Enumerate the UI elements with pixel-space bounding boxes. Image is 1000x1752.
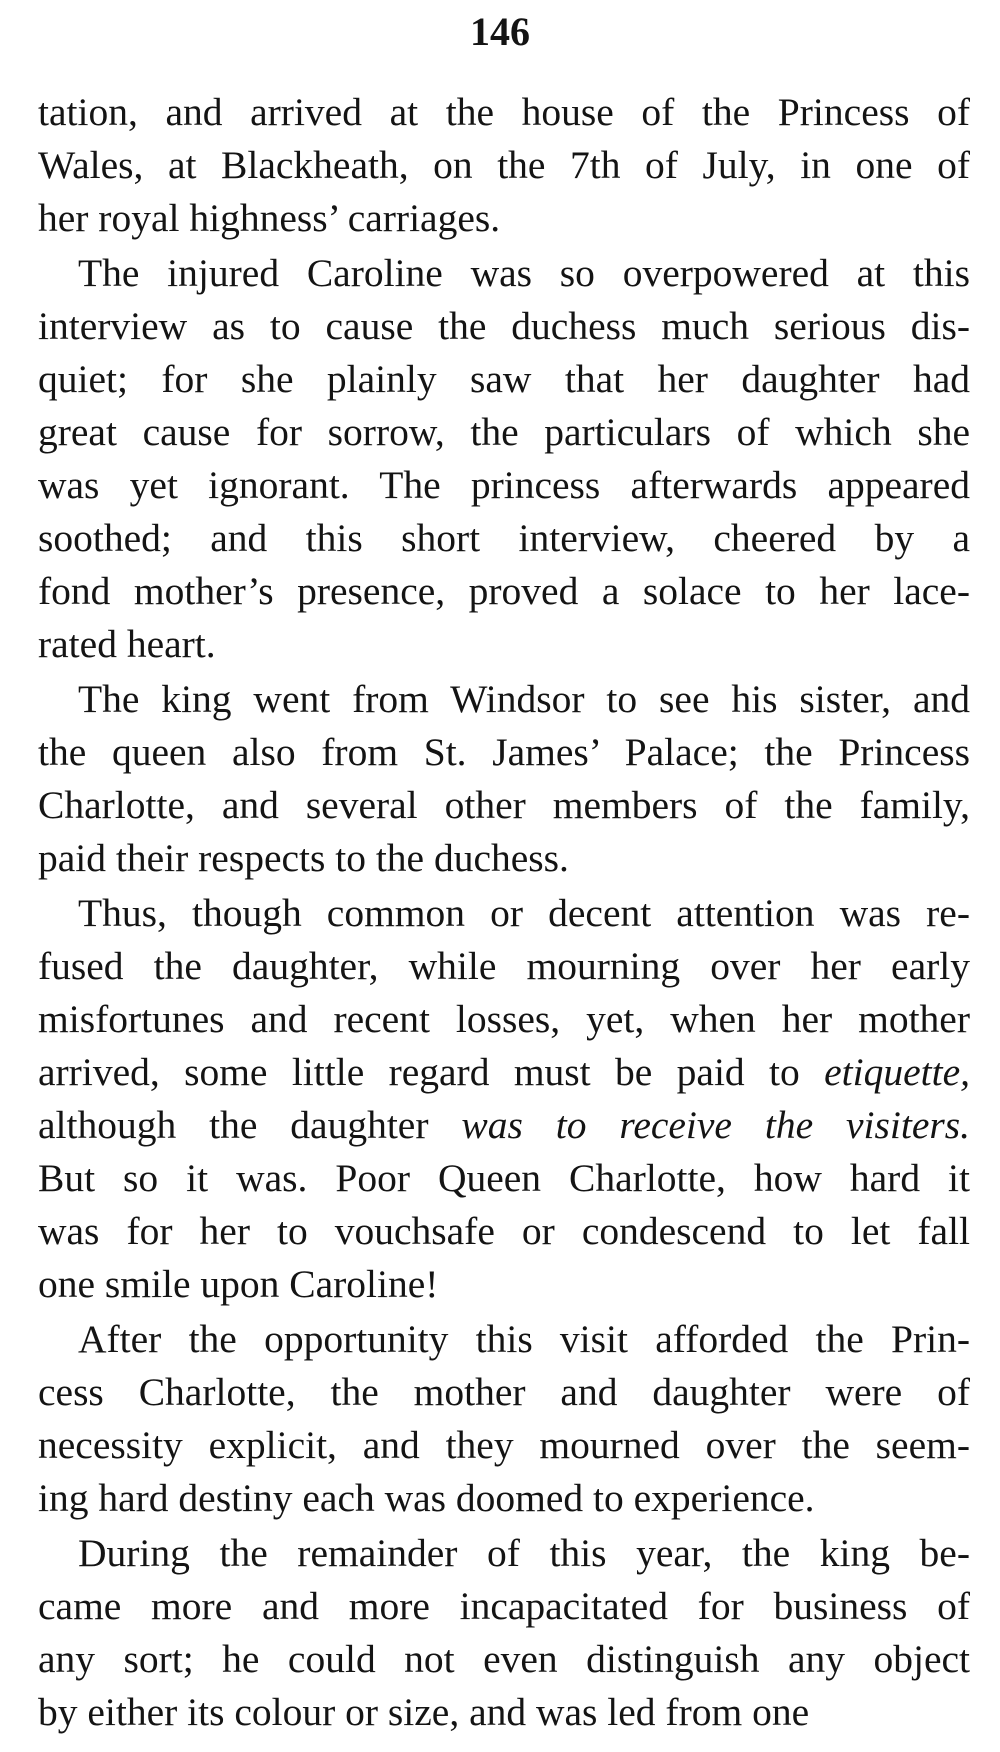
text-run: ing hard destiny each was doomed to experience.: [38, 1476, 815, 1520]
text-line: [38, 1633, 970, 1686]
text-line: [38, 887, 970, 940]
paragraph: [38, 247, 970, 671]
text-line: [38, 1419, 970, 1472]
text-run: tation, and arrived at the house of the Princess of: [38, 90, 970, 134]
text-line: [38, 86, 970, 139]
text-line: [38, 192, 970, 245]
text-run: The injured Caroline was so overpowered at this: [78, 251, 970, 295]
text-line: [38, 300, 970, 353]
text-line: [38, 1099, 970, 1152]
text-line: [38, 1152, 970, 1205]
text-line: [38, 1686, 970, 1739]
text-run: was yet ignorant. The princess afterwards appeared: [38, 463, 970, 507]
text-line: [38, 1580, 970, 1633]
text-line: [38, 459, 970, 512]
text-line: [38, 1313, 970, 1366]
text-line: [38, 1472, 970, 1525]
italic-text: etiquette,: [824, 1050, 970, 1094]
text-run: paid their respects to the duchess.: [38, 836, 569, 880]
text-line: [38, 247, 970, 300]
text-run: fond mother’s presence, proved a solace to her lace-: [38, 569, 970, 613]
text-run: one smile upon Caroline!: [38, 1262, 439, 1306]
text-line: [38, 673, 970, 726]
text-run: arrived, some little regard must be paid to: [38, 1050, 825, 1094]
text-run: came more and more incapacitated for business of: [38, 1584, 970, 1628]
text-run: the queen also from St. James’ Palace; the Princess: [38, 730, 970, 774]
text-run: was for her to vouchsafe or condescend to let fall: [38, 1209, 970, 1253]
text-run: by either its colour or size, and was led from one: [38, 1690, 810, 1734]
text-run: Charlotte, and several other members of the family,: [38, 783, 970, 827]
text-run: But so it was. Poor Queen Charlotte, how hard it: [38, 1156, 970, 1200]
text-line: [38, 1366, 970, 1419]
text-run: her royal highness’ carriages.: [38, 196, 501, 240]
text-run: misfortunes and recent losses, yet, when her mother: [38, 997, 970, 1041]
paragraph: [38, 1313, 970, 1525]
text-run: Thus, though common or decent attention was re-: [78, 891, 970, 935]
text-line: [38, 1258, 970, 1311]
text-run: After the opportunity this visit afforded the Prin-: [78, 1317, 970, 1361]
text-line: [38, 1205, 970, 1258]
text-line: [38, 618, 970, 671]
text-run: fused the daughter, while mourning over her early: [38, 944, 970, 988]
text-line: [38, 139, 970, 192]
text-line: [38, 1527, 970, 1580]
text-run: Wales, at Blackheath, on the 7th of July, in one of: [38, 143, 970, 187]
text-line: [38, 779, 970, 832]
text-line: [38, 993, 970, 1046]
italic-text: was to receive the visiters.: [461, 1103, 970, 1147]
body-text: [38, 86, 970, 1739]
text-line: [38, 353, 970, 406]
text-run: soothed; and this short interview, cheered by a: [38, 516, 970, 560]
text-line: [38, 940, 970, 993]
text-run: interview as to cause the duchess much serious dis-: [38, 304, 970, 348]
text-run: The king went from Windsor to see his sister, and: [78, 677, 970, 721]
text-run: great cause for sorrow, the particulars of which she: [38, 410, 970, 454]
page-number: 146: [470, 9, 530, 54]
paragraph: [38, 887, 970, 1311]
paragraph: [38, 1527, 970, 1739]
text-line: [38, 1046, 970, 1099]
text-line: [38, 832, 970, 885]
text-line: [38, 726, 970, 779]
text-run: rated heart.: [38, 622, 216, 666]
text-run: although the daughter: [38, 1103, 462, 1147]
text-run: any sort; he could not even distinguish any object: [38, 1637, 970, 1681]
paragraph: [38, 673, 970, 885]
text-run: cess Charlotte, the mother and daughter were of: [38, 1370, 970, 1414]
text-run: quiet; for she plainly saw that her daughter had: [38, 357, 970, 401]
text-line: [38, 406, 970, 459]
text-run: necessity explicit, and they mourned over the seem-: [38, 1423, 970, 1467]
paragraph: [38, 86, 970, 245]
text-line: [38, 565, 970, 618]
text-line: [38, 512, 970, 565]
text-run: During the remainder of this year, the king be-: [78, 1531, 970, 1575]
